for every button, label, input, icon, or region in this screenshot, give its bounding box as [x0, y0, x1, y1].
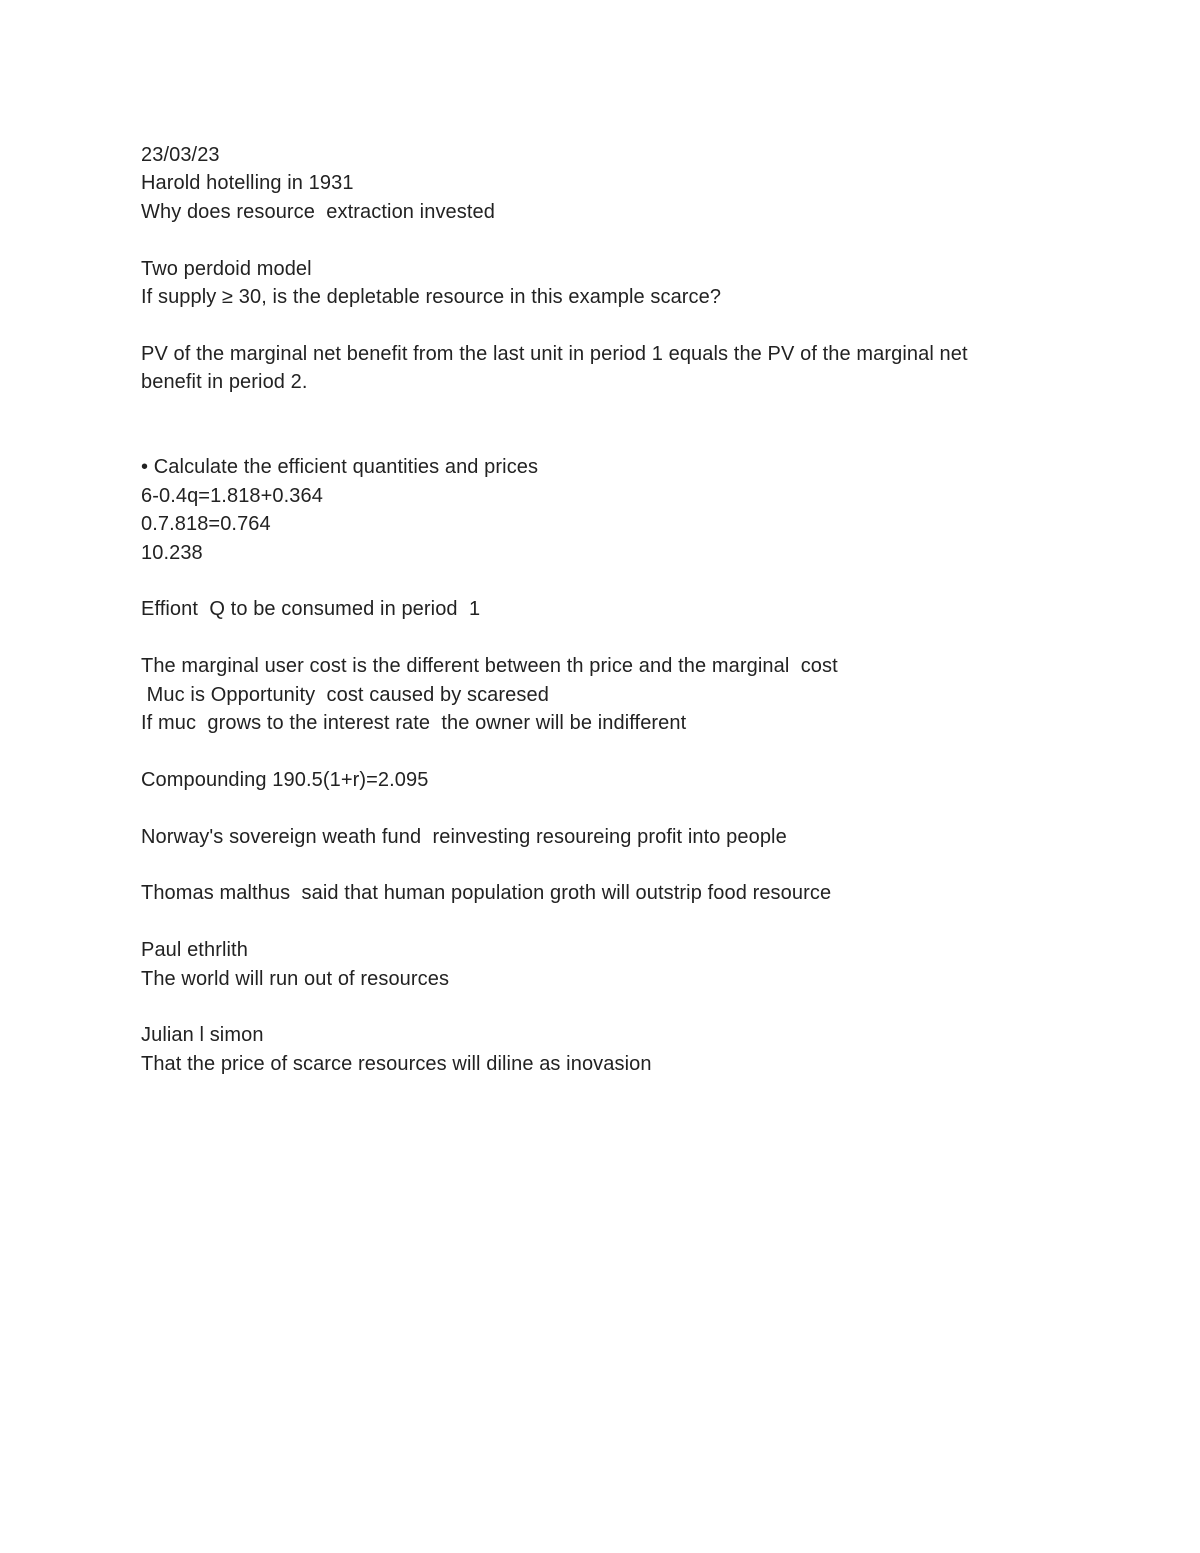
user-cost-line-3: If muc grows to the interest rate the owner will be indifferent [141, 712, 687, 735]
simon-claim: That the price of scarce resources will diline as inovasion [141, 1052, 652, 1075]
ehrlich-name: Paul ethrlith [141, 939, 248, 962]
calculation-heading: • Calculate the efficient quantities and prices [141, 456, 539, 479]
note-date: 23/03/23 [141, 144, 220, 166]
calculation-step: 10.238 [141, 541, 203, 564]
intro-line-2: Why does resource extraction invested [141, 200, 495, 223]
user-cost-line-1: The marginal user cost is the different between th price and the marginal cost [141, 655, 838, 678]
malthus-line: Thomas malthus said that human population groth will outstrip food resource [141, 882, 832, 905]
simon-name: Julian l simon [141, 1024, 264, 1047]
efficient-q-line: Effiont Q to be consumed in period 1 [141, 598, 481, 621]
blank-line [141, 851, 1041, 879]
model-question: If supply ≥ 30, is the depletable resource in this example scarce? [141, 286, 722, 309]
pv-statement-line-2: benefit in period 2. [141, 371, 308, 394]
calculation-step: 0.7.818=0.764 [141, 513, 271, 536]
note-body [141, 141, 1041, 1078]
calculation-step: 6-0.4q=1.818+0.364 [141, 484, 323, 507]
norway-line: Norway's sovereign weath fund reinvesting resoureing profit into people [141, 825, 787, 848]
compounding-line: Compounding 190.5(1+r)=2.095 [141, 768, 429, 791]
blank-line [141, 794, 1041, 822]
blank-line [141, 567, 1041, 595]
pv-statement-line-1: PV of the marginal net benefit from the last unit in period 1 equals the PV of the marginal net [141, 342, 968, 365]
blank-line [141, 993, 1041, 1021]
intro-line-1: Harold hotelling in 1931 [141, 172, 354, 195]
ehrlich-claim: The world will run out of resources [141, 967, 450, 990]
blank-line [141, 311, 1041, 339]
blank-line [141, 908, 1041, 936]
blank-line [141, 737, 1041, 765]
model-title: Two perdoid model [141, 257, 312, 280]
user-cost-line-2: Muc is Opportunity cost caused by scaresed [141, 683, 549, 706]
blank-line [141, 226, 1041, 254]
blank-lines [141, 397, 1041, 454]
blank-line [141, 624, 1041, 652]
